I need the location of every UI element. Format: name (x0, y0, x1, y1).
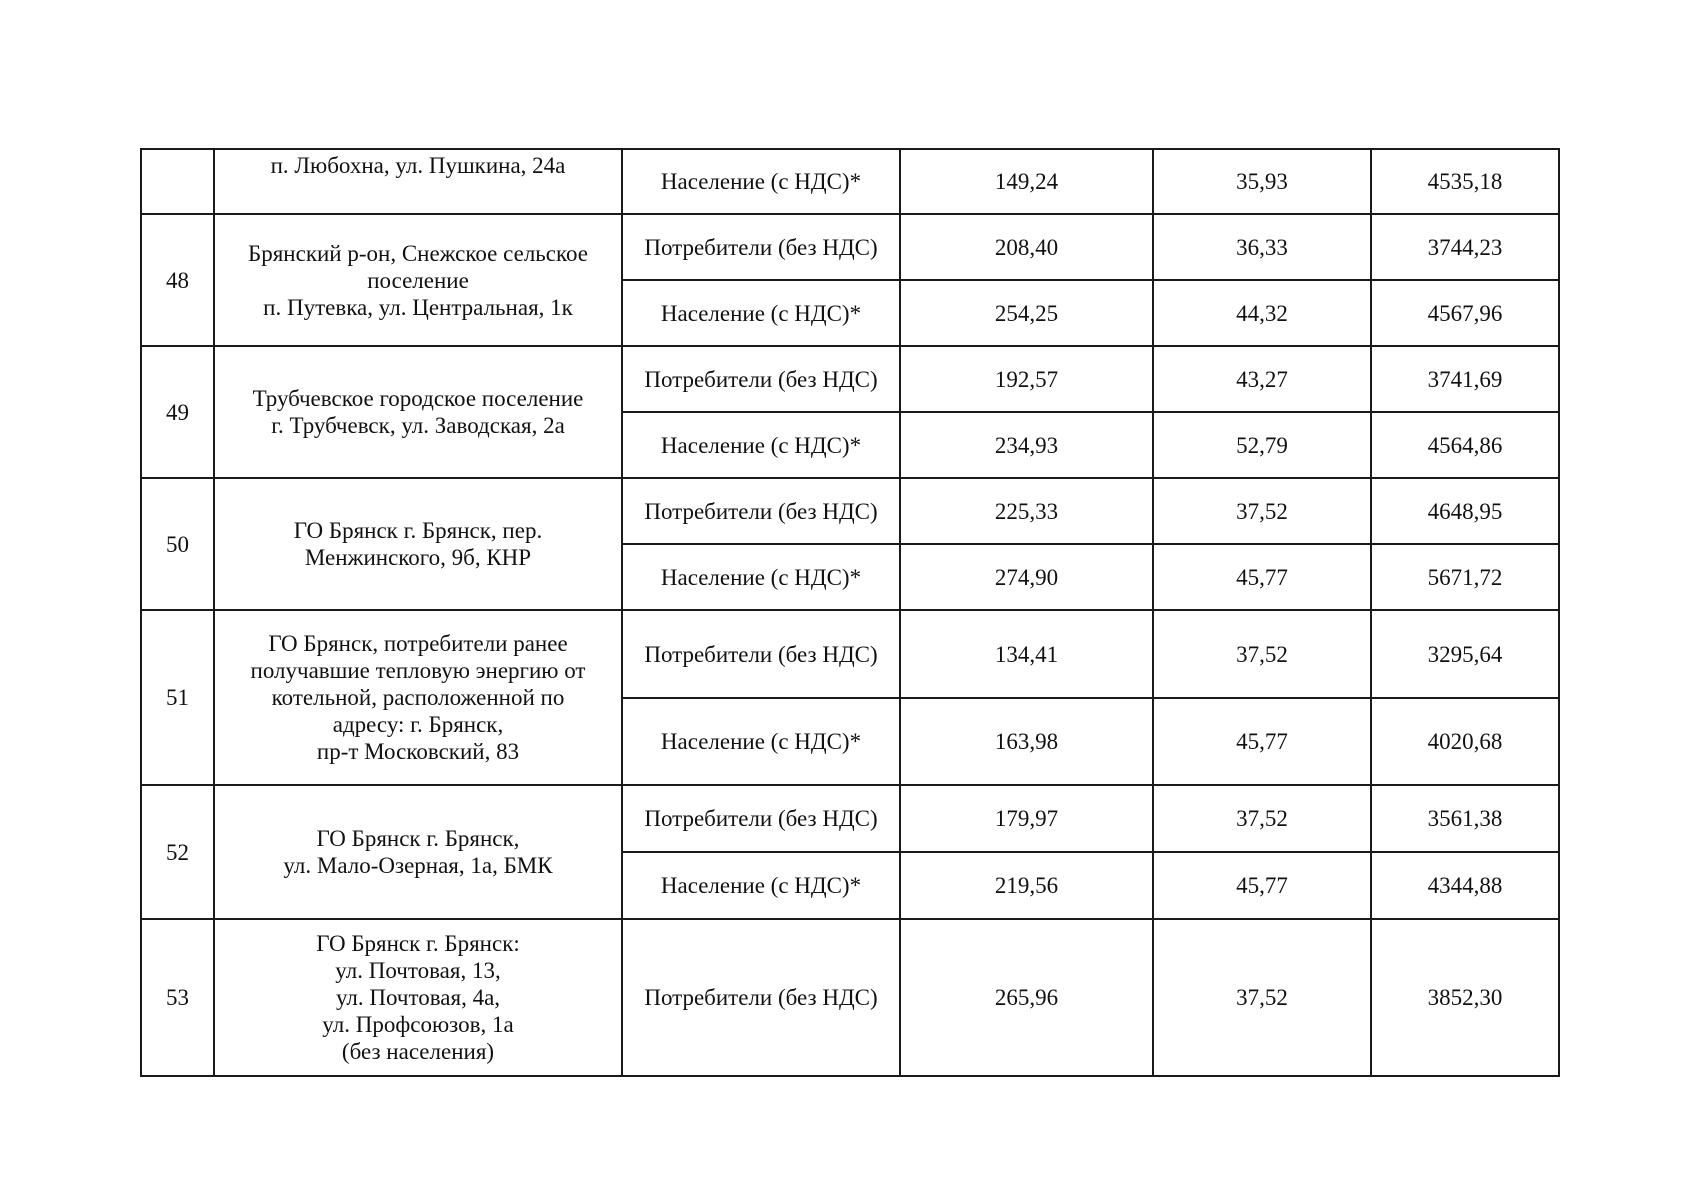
row-number-cell (141, 149, 214, 214)
consumer-category-cell: Потребители (без НДС) (622, 919, 900, 1076)
consumer-category-cell: Потребители (без НДС) (622, 785, 900, 852)
address-line: Брянский р-он, Снежское сельское (248, 240, 588, 266)
address-cell (214, 785, 622, 919)
table-row (141, 919, 1559, 1076)
tariff-value-cell: 265,96 (900, 919, 1153, 1076)
consumer-category-cell: Потребители (без НДС) (622, 346, 900, 412)
tariff-value-cell: 134,41 (900, 610, 1153, 698)
tariff-table (140, 148, 1560, 1077)
tariff-value-cell: 163,98 (900, 698, 1153, 785)
consumer-category-cell: Население (с НДС)* (622, 544, 900, 610)
consumer-category-cell: Население (с НДС)* (622, 852, 900, 919)
table-row (141, 149, 1559, 214)
address-line: ул. Мало-Озерная, 1а, БМК (283, 853, 553, 878)
row-number-cell: 52 (141, 785, 214, 919)
table-row (141, 346, 1559, 412)
address-line: адресу: г. Брянск, (332, 712, 504, 737)
tariff-value-cell: 4648,95 (1371, 478, 1559, 544)
tariff-value-cell: 37,52 (1153, 785, 1371, 852)
tariff-value-cell: 219,56 (900, 852, 1153, 919)
consumer-category-cell: Потребители (без НДС) (622, 478, 900, 544)
address-line: (без населения) (341, 1039, 495, 1064)
tariff-value-cell: 179,97 (900, 785, 1153, 852)
tariff-value-cell: 37,52 (1153, 478, 1371, 544)
consumer-category-cell: Потребители (без НДС) (622, 214, 900, 280)
address-line: ул. Почтовая, 13, (335, 958, 501, 983)
consumer-category-cell: Население (с НДС)* (622, 698, 900, 785)
tariff-value-cell: 35,93 (1153, 149, 1371, 214)
address-line: ул. Почтовая, 4а, (335, 985, 501, 1010)
tariff-value-cell: 149,24 (900, 149, 1153, 214)
address-line: п. Путевка, ул. Центральная, 1к (263, 294, 573, 320)
address-line: ГО Брянск г. Брянск, (316, 826, 520, 851)
tariff-value-cell: 3744,23 (1371, 214, 1559, 280)
tariff-value-cell: 52,79 (1153, 412, 1371, 478)
table-row (141, 785, 1559, 852)
table-row (141, 610, 1559, 698)
address-cell (214, 610, 622, 785)
address-line: котельной, расположенной по (271, 685, 565, 710)
row-number-cell: 49 (141, 346, 214, 478)
address-cell (214, 919, 622, 1076)
row-number-cell: 51 (141, 610, 214, 785)
tariff-value-cell: 4344,88 (1371, 852, 1559, 919)
tariff-value-cell: 45,77 (1153, 544, 1371, 610)
tariff-value-cell: 3852,30 (1371, 919, 1559, 1076)
tariff-value-cell: 5671,72 (1371, 544, 1559, 610)
row-number-cell: 53 (141, 919, 214, 1076)
tariff-value-cell: 208,40 (900, 214, 1153, 280)
row-number-cell: 48 (141, 214, 214, 346)
tariff-value-cell: 254,25 (900, 280, 1153, 346)
address-line: ГО Брянск г. Брянск, пер. (293, 518, 543, 543)
address-line: получавшие тепловую энергию от (250, 658, 586, 683)
table-row (141, 214, 1559, 280)
address-line: ГО Брянск, потребители ранее (268, 631, 568, 656)
address-line: ул. Профсоюзов, 1а (322, 1012, 514, 1037)
address-cell (214, 149, 622, 214)
address-line: пр-т Московский, 83 (316, 739, 520, 764)
tariff-value-cell: 3295,64 (1371, 610, 1559, 698)
row-number-cell: 50 (141, 478, 214, 610)
tariff-value-cell: 37,52 (1153, 919, 1371, 1076)
tariff-value-cell: 45,77 (1153, 852, 1371, 919)
consumer-category-cell: Население (с НДС)* (622, 280, 900, 346)
address-line: п. Любохна, ул. Пушкина, 24а (270, 153, 566, 178)
address-line: Трубчевское городское поселение (252, 386, 584, 411)
tariff-value-cell: 45,77 (1153, 698, 1371, 785)
tariff-value-cell: 4564,86 (1371, 412, 1559, 478)
tariff-value-cell: 37,52 (1153, 610, 1371, 698)
address-line: г. Трубчевск, ул. Заводская, 2а (271, 413, 565, 438)
tariff-value-cell: 4567,96 (1371, 280, 1559, 346)
tariff-value-cell: 3561,38 (1371, 785, 1559, 852)
address-cell (214, 346, 622, 478)
tariff-value-cell: 274,90 (900, 544, 1153, 610)
consumer-category-cell: Потребители (без НДС) (622, 610, 900, 698)
tariff-value-cell: 44,32 (1153, 280, 1371, 346)
table-row (141, 478, 1559, 544)
consumer-category-cell: Население (с НДС)* (622, 412, 900, 478)
tariff-value-cell: 4020,68 (1371, 698, 1559, 785)
address-line: поселение (367, 267, 469, 293)
tariff-value-cell: 234,93 (900, 412, 1153, 478)
address-line: Менжинского, 9б, КНР (304, 545, 532, 570)
tariff-value-cell: 43,27 (1153, 346, 1371, 412)
tariff-value-cell: 36,33 (1153, 214, 1371, 280)
consumer-category-cell: Население (с НДС)* (622, 149, 900, 214)
tariff-value-cell: 3741,69 (1371, 346, 1559, 412)
tariff-value-cell: 4535,18 (1371, 149, 1559, 214)
address-cell (214, 214, 622, 346)
tariff-value-cell: 225,33 (900, 478, 1153, 544)
table-body (141, 149, 1559, 1076)
address-line: ГО Брянск г. Брянск: (316, 931, 520, 956)
tariff-value-cell: 192,57 (900, 346, 1153, 412)
address-cell (214, 478, 622, 610)
